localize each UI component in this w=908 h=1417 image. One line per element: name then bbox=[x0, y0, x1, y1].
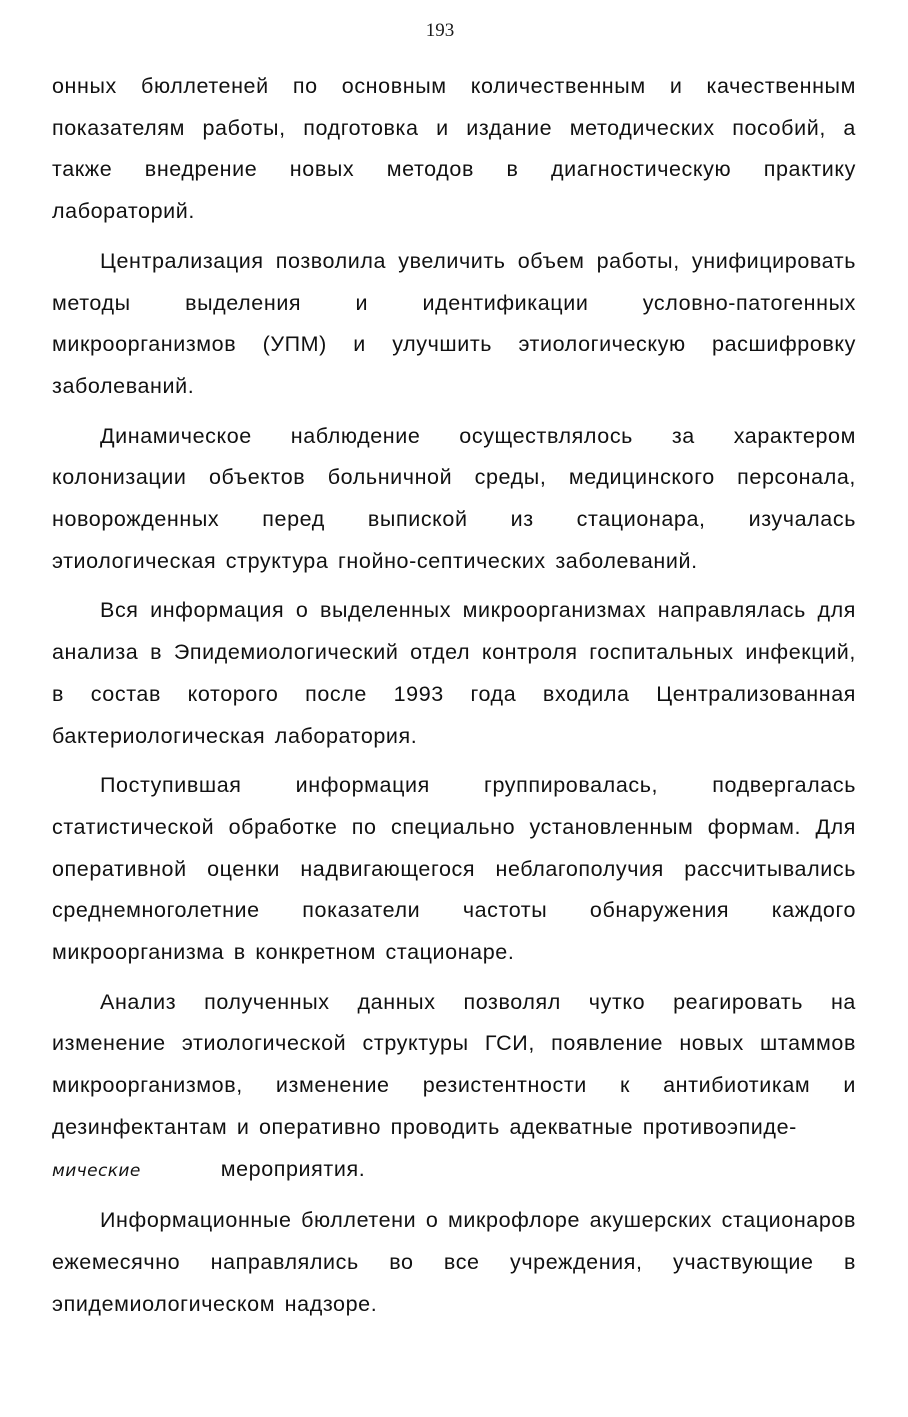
paragraph-5: Поступившая информация группировалась, подвергалась статистической обработке по специально установленным формам. Для оперативной оценки надвигающегося неблагополучия рассчитывались среднемноголетние показатели частоты обнаружения каждого микроорганизма в конкретном стационаре. bbox=[52, 773, 856, 965]
paragraph-6-tail: мероприятия. bbox=[220, 1156, 366, 1181]
paragraph-1: онных бюллетеней по основным количественным и качественным показателям работы, подготовка и издание методических пособий, а также внедрение новых методов в диагностическую практику лабораторий. bbox=[52, 74, 856, 224]
paragraph-2: Централизация позволила увеличить объем работы, унифицировать методы выделения и идентификации условно-патогенных микроорганизмов (УПМ) и улучшить этиологическую расшифровку заболеваний. bbox=[52, 248, 856, 398]
handwritten-word: мические bbox=[52, 1160, 141, 1181]
page-number: 193 bbox=[425, 20, 455, 41]
paragraph-3: Динамическое наблюдение осуществлялось за характером колонизации объектов больничной среды, медицинского персонала, новорожденных перед выпиской из стационара, изучалась этиологическая структура гнойно-септических заболеваний. bbox=[52, 423, 856, 573]
paragraph-6-text: Анализ полученных данных позволял чутко реагировать на изменение этиологической структуры ГСИ, появление новых штаммов микроорганизмов, изменение резистентности к антибиотикам и дезинфектантам и оперативно проводить адекватные противоэпиде- bbox=[52, 989, 856, 1139]
body-text bbox=[52, 66, 856, 1333]
paragraph-4: Вся информация о выделенных микроорганизмах направлялась для анализа в Эпидемиологический отдел контроля госпитальных инфекций, в состав которого после 1993 года входила Централизованная бактериологическая лаборатория. bbox=[52, 598, 856, 748]
paragraph-7: Информационные бюллетени о микрофлоре акушерских стационаров ежемесячно направлялись во все учреждения, участвующие в эпидемиологическом надзоре. bbox=[52, 1208, 856, 1316]
paragraph-6 bbox=[52, 982, 856, 1193]
